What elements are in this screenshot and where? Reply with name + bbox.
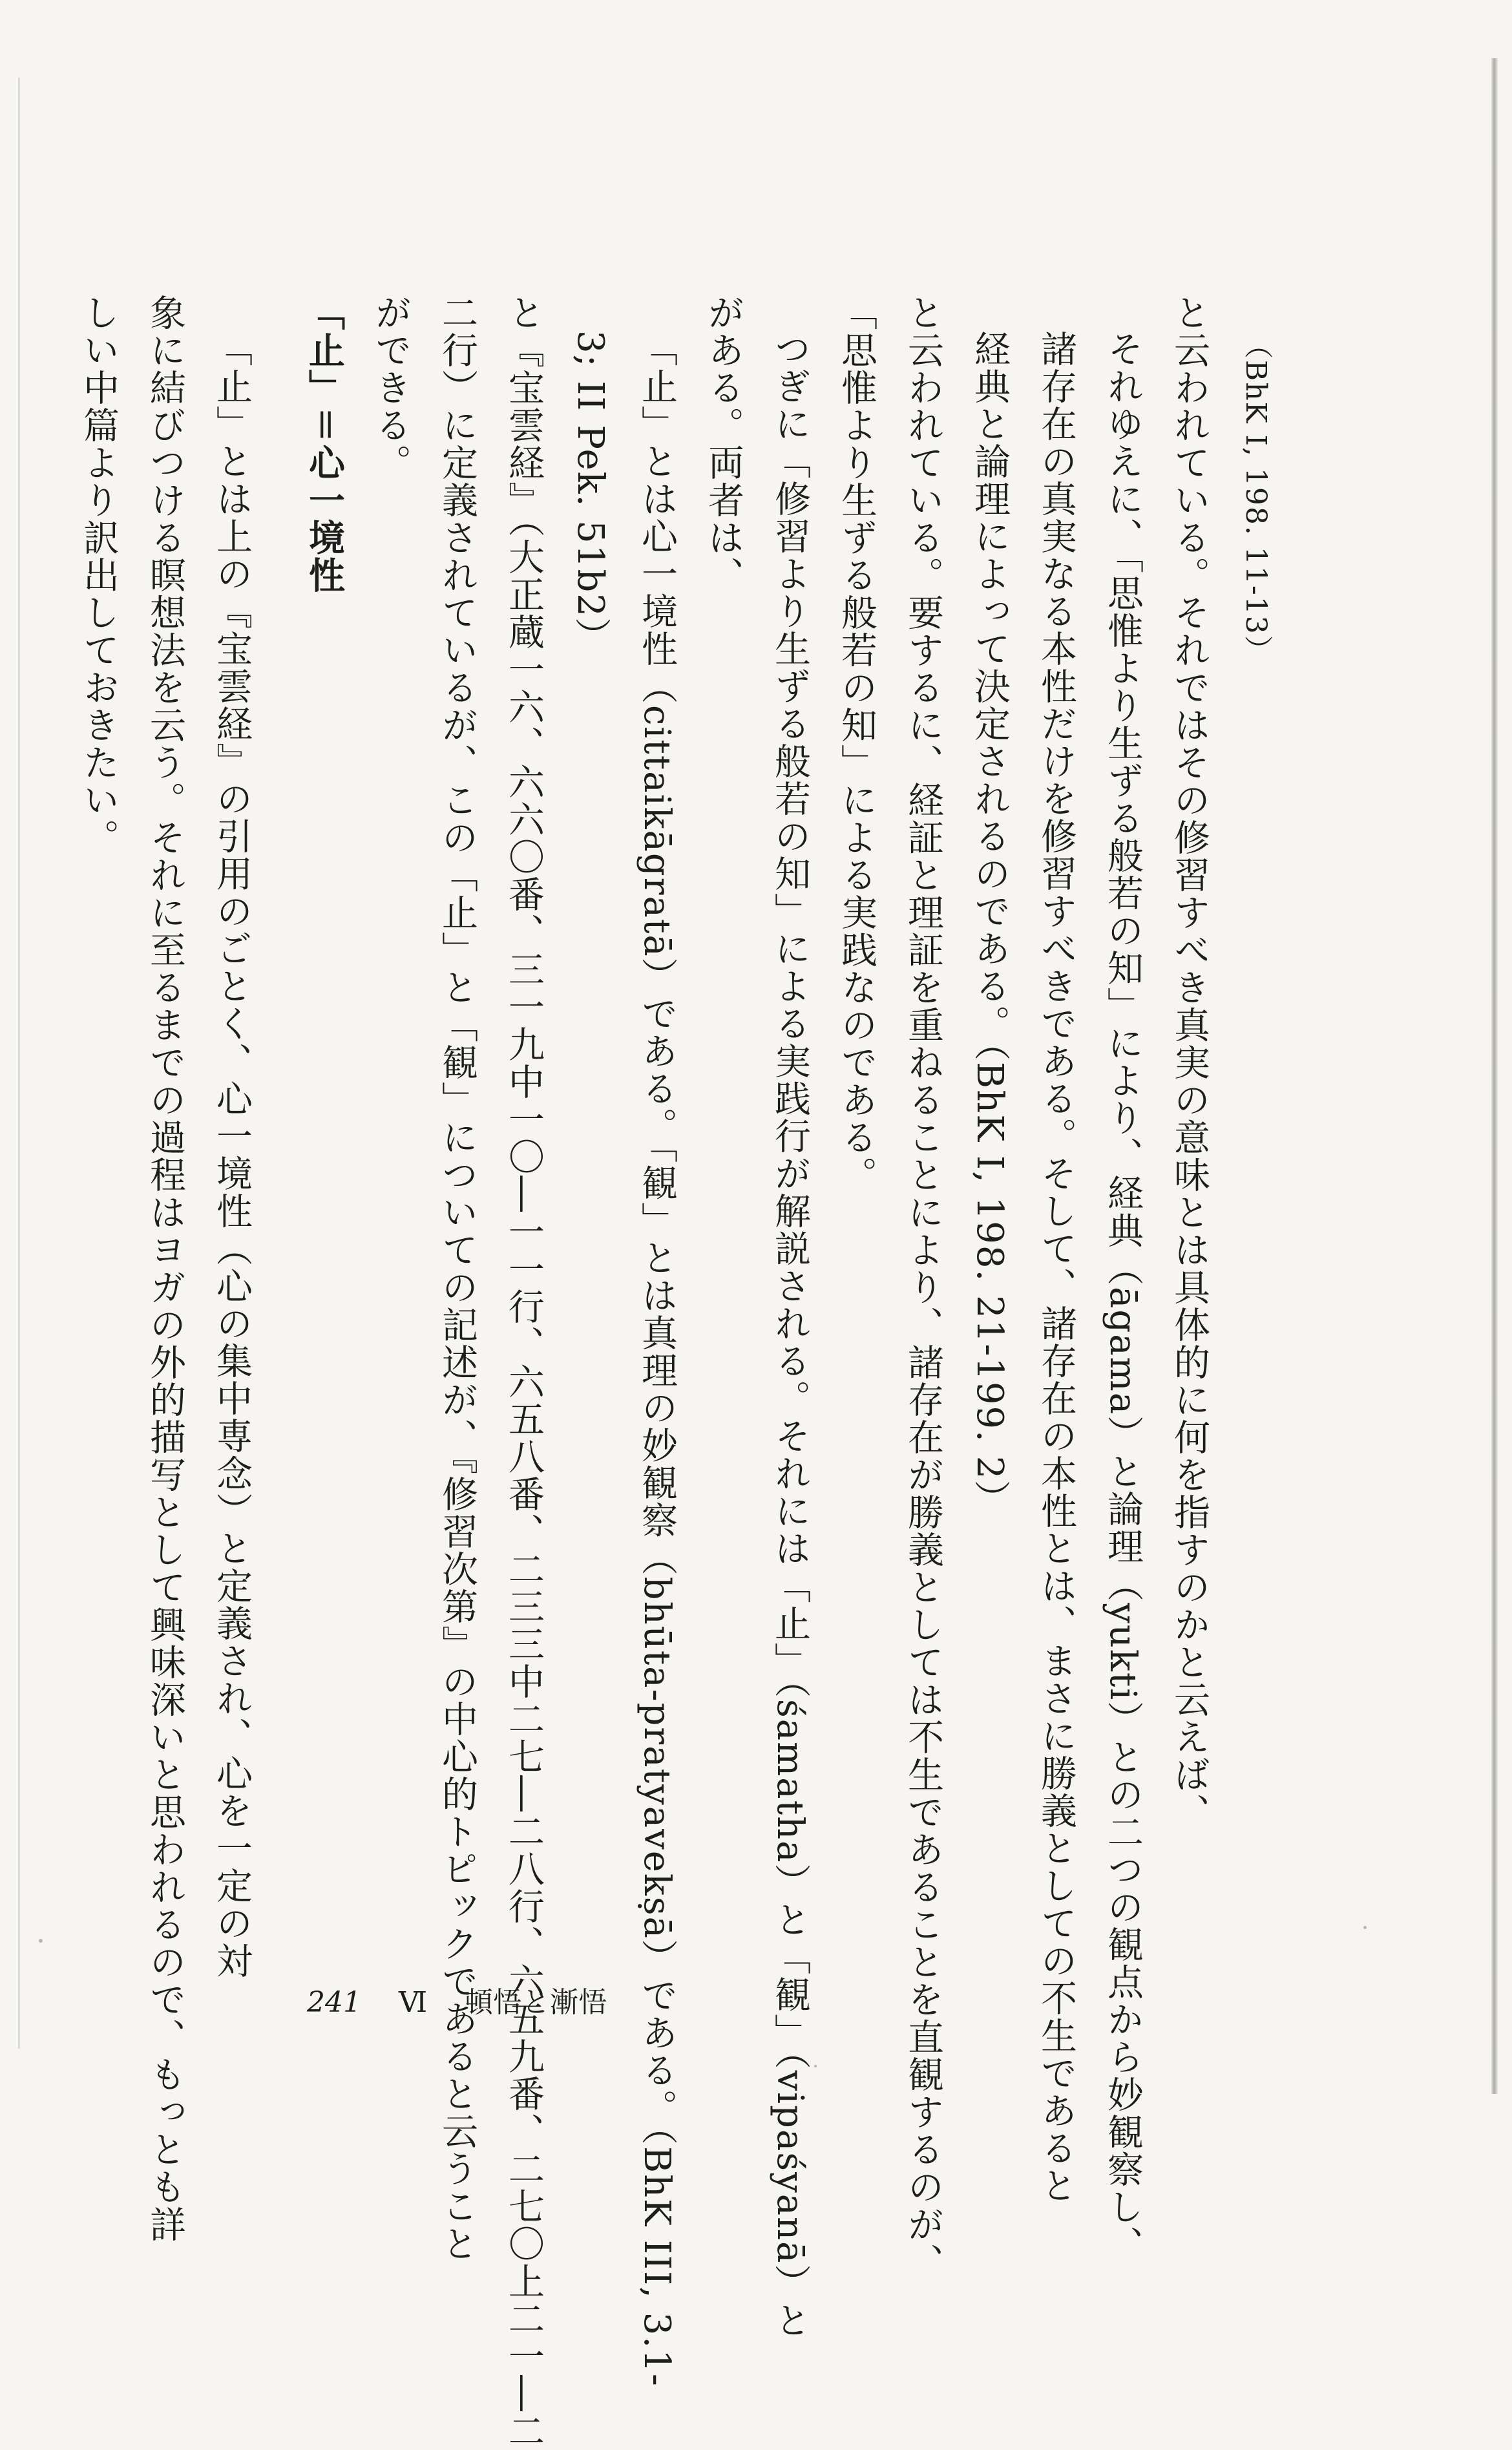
quote-line: 「止」とは心一境性（cittaikāgratā）である。「観」とは真理の妙観察（bhūta-pratyavekṣā）である。（BhK III, 3.1- (636, 330, 678, 2387)
chapter-title: 頓悟と漸悟 (465, 1986, 607, 2019)
citation-line: （BhK I, 198. 11-13） (1239, 330, 1272, 665)
scan-speck (39, 1939, 43, 1943)
quote-line: それゆえに、「思惟より生ずる般若の知」により、経典（āgama）と論理（yukti）との二つの観点から妙観察し、 (1102, 330, 1144, 2264)
scan-speck (1363, 1926, 1367, 1929)
quote-line: 諸存在の真実なる本性だけを修習すべきである。そして、諸存在の本性とは、まさに勝義としての不生であると (1035, 330, 1077, 2204)
text-line: しい中篇より訳出しておきたい。 (78, 294, 120, 856)
text-line: と云われている。それではその修習すべき真実の意味とは具体的に何を指すのかと云えば、 (1168, 294, 1210, 1831)
section-heading: 「止」＝心一境性 (303, 294, 346, 594)
paragraph-start: 「止」とは上の『宝雲経』の引用のごとく、心一境性（心の集中専念）と定義され、心を一定の対 (211, 330, 253, 1980)
text-line: ができる。 (370, 294, 412, 481)
paragraph-start: つぎに「修習より生ずる般若の知」による実践行が解説される。それには「止」（śamatha）と「観」（vipaśyanā）と (769, 330, 811, 2339)
text-line: 象に結びつける瞑想法を云う。それに至るまでの過程はヨガの外的描写として興味深いと思われるので、もっとも詳 (144, 294, 186, 2243)
text-line: と云われている。要するに、経証と理証を重ねることにより、諸存在が勝義としては不生であることを直観するのが、 (902, 294, 944, 2281)
scan-edge-shadow (1491, 58, 1498, 2094)
page-number: 241 (307, 1986, 361, 2019)
quote-line: 経典と論理によって決定されるのである。（BhK I, 198. 21-199. 2） (969, 330, 1011, 1518)
page-footer (307, 1979, 607, 2020)
text-line: 「思惟より生ずる般若の知」による実践なのである。 (835, 294, 877, 1194)
text-line: と『宝雲経』（大正蔵一六、六六〇番、三一九中一〇―一一行、六五八番、二三三中二七―二八行、六五九番、二七〇上二一―二 (503, 294, 545, 2450)
text-line: 二行）に定義されているが、この「止」と「観」についての記述が、『修習次第』の中心的トピックであると云うこと (436, 294, 478, 2263)
scan-left-edge (18, 78, 20, 2049)
scan-speck (814, 2065, 817, 2067)
chapter-numeral: Ⅵ (398, 1986, 428, 2019)
quote-line: 3; II Pek. 51b2） (569, 330, 611, 655)
text-line: がある。両者は、 (702, 294, 744, 594)
